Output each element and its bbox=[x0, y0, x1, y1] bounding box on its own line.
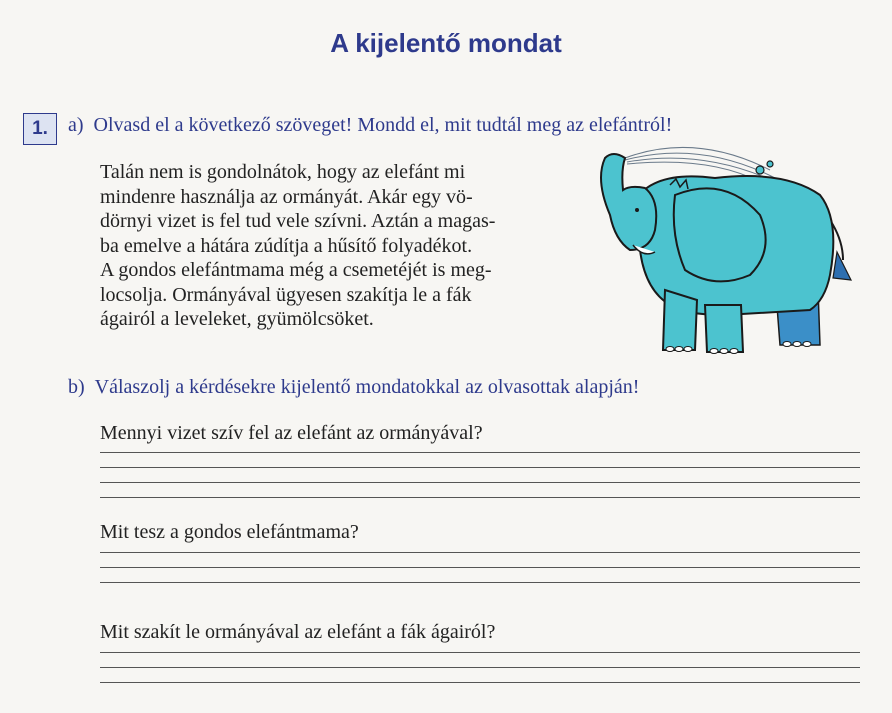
answer-rule[interactable] bbox=[100, 682, 860, 683]
answer-rule[interactable] bbox=[100, 567, 860, 568]
passage-line: Talán nem is gondolnátok, hogy az elefánt mi bbox=[100, 161, 466, 183]
reading-passage bbox=[100, 160, 570, 332]
part-b-instruction: Válaszolj a kérdésekre kijelentő mondatokkal az olvasottak alapján! bbox=[94, 376, 640, 398]
passage-line: dörnyi vizet is fel tud vele szívni. Aztán a magas- bbox=[100, 210, 496, 232]
answer-lines-3[interactable] bbox=[100, 652, 860, 697]
question-2: Mit tesz a gondos elefántmama? bbox=[100, 521, 359, 543]
answer-rule[interactable] bbox=[100, 482, 860, 483]
part-b-instruction-row bbox=[68, 376, 639, 399]
answer-lines-2[interactable] bbox=[100, 552, 860, 597]
passage-line: ágairól a leveleket, gyümölcsöket. bbox=[100, 308, 374, 330]
passage-line: ba emelve a hátára zúdítja a hűsítő folyadékot. bbox=[100, 234, 473, 257]
answer-rule[interactable] bbox=[100, 467, 860, 468]
part-a-letter: a) bbox=[68, 114, 84, 136]
elephant-spraying-water-icon bbox=[575, 140, 865, 365]
passage-line: A gondos elefántmama még a csemetéjét is meg- bbox=[100, 259, 492, 281]
part-a-instruction-row bbox=[68, 114, 672, 137]
question-3: Mit szakít le ormányával az elefánt a fák ágairól? bbox=[100, 621, 496, 643]
answer-rule[interactable] bbox=[100, 552, 860, 553]
answer-lines-1[interactable] bbox=[100, 452, 860, 512]
answer-rule[interactable] bbox=[100, 582, 860, 583]
answer-rule[interactable] bbox=[100, 452, 860, 453]
question-1: Mennyi vizet szív fel az elefánt az ormányával? bbox=[100, 422, 483, 444]
answer-rule[interactable] bbox=[100, 667, 860, 668]
passage-line: locsolja. Ormányával ügyesen szakítja le a fák bbox=[100, 283, 472, 306]
page-title: A kijelentő mondat bbox=[330, 28, 562, 58]
passage-line: mindenre használja az ormányát. Akár egy vö- bbox=[100, 185, 473, 208]
part-a-instruction: Olvasd el a következő szöveget! Mondd el, mit tudtál meg az elefántról! bbox=[93, 114, 673, 136]
part-b-letter: b) bbox=[68, 376, 85, 398]
answer-rule[interactable] bbox=[100, 652, 860, 653]
task-number-badge: 1. bbox=[23, 113, 57, 145]
answer-rule[interactable] bbox=[100, 497, 860, 498]
